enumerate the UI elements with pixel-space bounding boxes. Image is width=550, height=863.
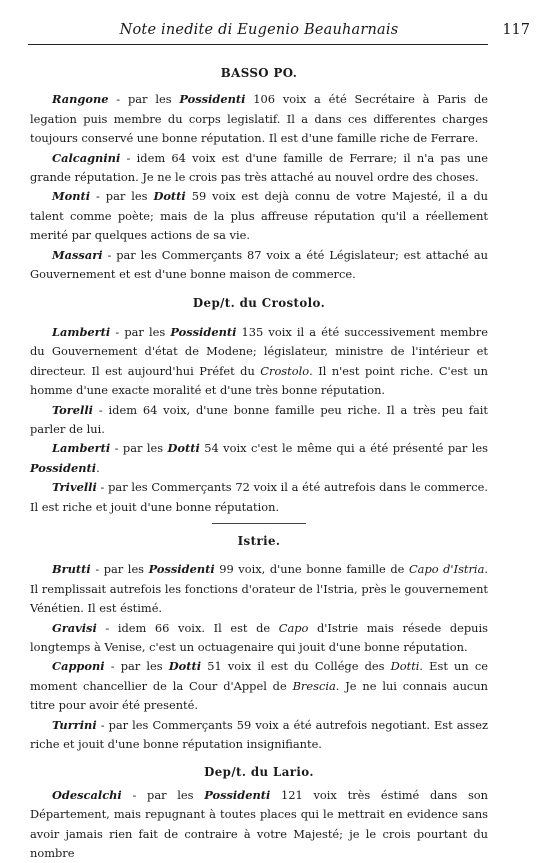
deputy-entry bbox=[30, 619, 488, 658]
deputy-name: Calcagnini bbox=[52, 150, 121, 165]
deputy-entry bbox=[30, 716, 488, 755]
deputy-name: Lamberti bbox=[52, 441, 111, 456]
entry-text: - idem 66 voix. Il est de bbox=[96, 620, 279, 635]
entry-text: . Je ne lui connais aucun titre pour avoir été presenté. bbox=[30, 678, 488, 713]
entry-text: - par les bbox=[90, 562, 149, 577]
college-name: Possidenti bbox=[170, 324, 237, 339]
entry-text: - par les bbox=[90, 189, 154, 204]
entry-text: . bbox=[96, 460, 100, 475]
deputy-name: Odescalchi bbox=[52, 787, 122, 802]
page-header bbox=[28, 22, 530, 44]
entry-text: - par les Commerçants 87 voix a été Législateur; est attaché au Gouvernement et est d'une bonne maison de commerce. bbox=[30, 247, 488, 282]
deputy-entry bbox=[30, 439, 488, 478]
deputy-name: Massari bbox=[52, 247, 103, 262]
deputy-name: Brutti bbox=[52, 562, 91, 577]
entry-text: - par les bbox=[110, 324, 171, 339]
entry-text: . Est un ce moment chancellier de la Cour d'Appel de bbox=[30, 659, 488, 693]
deputy-entry bbox=[30, 657, 488, 715]
college-name: Dotti bbox=[168, 659, 202, 674]
college-name: Dotti bbox=[153, 189, 186, 204]
entry-text: 99 voix, d'une bonne famille de bbox=[214, 562, 409, 577]
deputy-name: Gravisi bbox=[52, 620, 97, 635]
college-name: Possidenti bbox=[30, 460, 97, 475]
body-text bbox=[30, 64, 488, 863]
entry-text: - par les bbox=[121, 787, 205, 802]
entry-text: - par les bbox=[110, 441, 168, 456]
college-name: Possidenti bbox=[179, 92, 246, 107]
deputy-name: Capponi bbox=[52, 659, 105, 674]
deputy-entry bbox=[30, 560, 488, 618]
section-divider bbox=[212, 523, 306, 524]
deputy-name: Torelli bbox=[52, 402, 93, 417]
deputy-name: Turrini bbox=[52, 717, 97, 732]
entry-text: 51 voix il est du Collége des bbox=[201, 659, 391, 674]
entry-text: d'Istrie mais résede depuis longtemps à Venise, c'est un octuagenaire qui jouit d'une bonne réputation. bbox=[30, 620, 488, 654]
place-name: Capo bbox=[278, 620, 309, 635]
header-rule bbox=[28, 44, 488, 45]
college-name: Dotti bbox=[167, 441, 200, 456]
section-heading: BASSO PO. bbox=[220, 66, 298, 80]
college-name: Possidenti bbox=[148, 562, 215, 577]
deputy-name: Monti bbox=[52, 189, 91, 204]
deputy-entry bbox=[30, 187, 488, 245]
page-number: 117 bbox=[502, 22, 530, 38]
entry-text: 59 voix est dejà connu de votre Majesté, il a du talent comme poète; mais de la plus affreuse réputation qu'il a réellement merité par quelques actions de sa vie. bbox=[30, 189, 488, 243]
deputy-entry bbox=[30, 246, 488, 285]
place-name: Capo d'Istria bbox=[408, 562, 485, 577]
college-name: Possidenti bbox=[204, 787, 271, 802]
section-heading: Dep/t. du Lario. bbox=[204, 765, 314, 780]
place-name: Brescia bbox=[292, 678, 336, 693]
entry-text: . Il remplissait autrefois les fonctions d'orateur de l'Istria, près le gouvernement Vénétien. Il est éstimé. bbox=[30, 562, 488, 616]
entry-text: - idem 64 voix, d'une bonne famille peu riche. Il a très peu fait parler de lui. bbox=[30, 402, 488, 436]
deputy-entry bbox=[30, 478, 488, 517]
deputy-entry bbox=[30, 149, 488, 188]
place-name: Crostolo bbox=[260, 363, 310, 378]
deputy-entry bbox=[30, 401, 488, 440]
entry-text: - idem 64 voix est d'une famille de Ferrare; il n'a pas une grande réputation. Je ne le crois pas très attaché au nouvel ordre des choses. bbox=[30, 150, 488, 185]
entry-text: - par les bbox=[108, 92, 180, 107]
deputy-name: Lamberti bbox=[52, 324, 111, 339]
entry-text: 135 voix il a été successivement membre du Gouvernement d'état de Modene; législateur, ministre de l'intérieur et directeur. Il est aujourd'hui Préfet du bbox=[30, 324, 488, 378]
section-heading: Dep/t. du Crostolo. bbox=[192, 296, 326, 311]
entry-text: 121 voix très éstimé dans son Département, mais repugnant à toutes places qui le mettrait en evidence sans avoir jamais rien fait de contraire à votre Majesté; je le crois pourtant du nombre bbox=[30, 787, 488, 861]
entry-text: - par les bbox=[104, 659, 169, 674]
entry-text: . Il n'est point riche. C'est un homme d'une exacte moralité et d'une très bonne réputation. bbox=[30, 363, 488, 398]
deputy-entry bbox=[30, 323, 488, 401]
deputy-name: Trivelli bbox=[52, 480, 97, 495]
deputy-name: Rangone bbox=[52, 92, 109, 107]
section-heading: Istrie. bbox=[237, 533, 281, 548]
entry-text: 106 voix a été Secrétaire à Paris de legation puis membre du corps legislatif. Il a dans ces differentes charges toujours conservé une bonne réputation. Il est d'une famille riche de Ferrare. bbox=[30, 92, 488, 146]
entry-text: - par les Commerçants 59 voix a été autrefois negotiant. Est assez riche et jouit d'une bonne réputation insignifiante. bbox=[30, 717, 488, 751]
deputy-entry bbox=[30, 786, 488, 863]
deputy-entry bbox=[30, 90, 488, 148]
running-title: Note inedite di Eugenio Beauharnais bbox=[119, 22, 399, 38]
entry-text: - par les Commerçants 72 voix il a été autrefois dans le commerce. Il est riche et jouit d'une bonne réputation. bbox=[30, 480, 488, 514]
entry-text: 54 voix c'est le même qui a été présenté par les bbox=[199, 441, 488, 456]
place-name: Dotti bbox=[390, 659, 420, 674]
